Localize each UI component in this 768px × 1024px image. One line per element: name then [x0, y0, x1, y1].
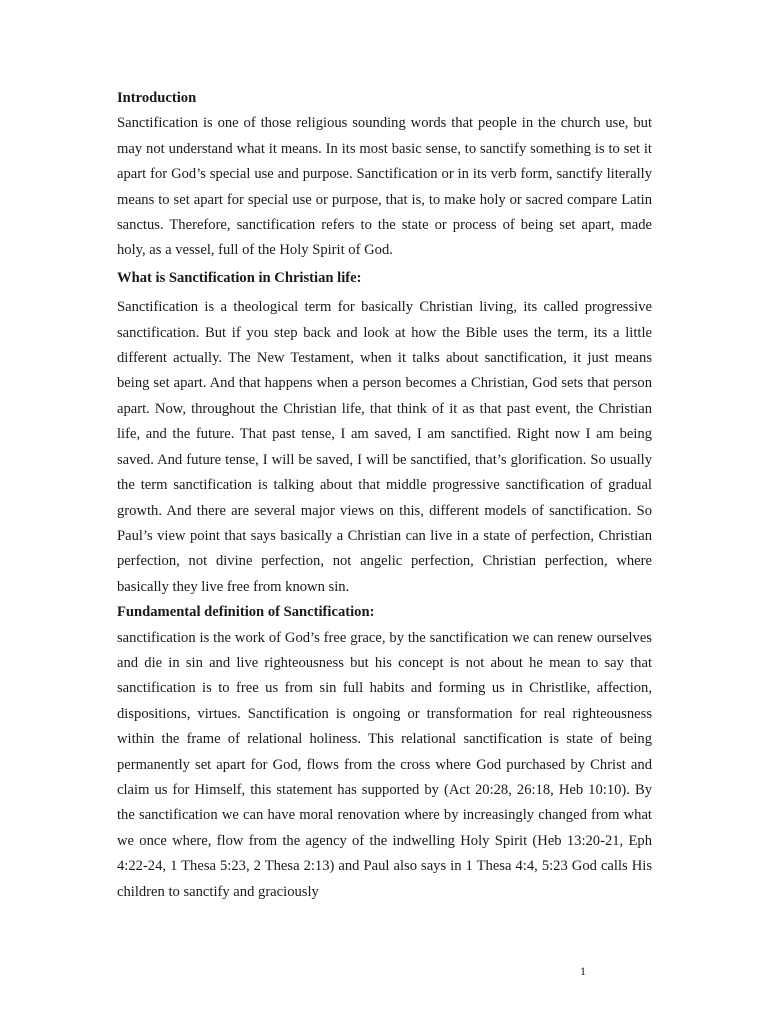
section-heading-fundamental-definition: Fundamental definition of Sanctification: [117, 604, 375, 621]
section-heading-introduction: Introduction [117, 90, 197, 106]
document-body [117, 86, 652, 905]
section-heading-christian-life: What is Sanctification in Christian life: [117, 269, 362, 286]
paragraph-introduction: Sanctification is one of those religious sounding words that people in the church use, but may not understand what it means. In its most basic sense, to sanctify something is to set it apart for God’s special use and purpose. Sanctification or in its verb form, sanctify literally means to set apart for special use or purpose, that is, to make holy or sacred compare Latin sanctus. Therefore, sanctification refers to the state or process of being set apart, made holy, as a vessel, full of the Holy Spirit of God. [117, 115, 652, 259]
paragraph-fundamental-definition: sanctification is the work of God’s free grace, by the sanctification we can renew ourselves and die in sin and live righteousness but his concept is not about he mean to say that sanctification is to free us from sin full habits and forming us in Christlike, affection, dispositions, virtues. Sanctification is ongoing or transformation for real righteousness within the frame of relational holiness. This relational sanctification is state of being permanently set apart for God, flows from the cross where God purchased by Christ and claim us for Himself, this statement has supported by (Act 20:28, 26:18, Heb 10:10). By the sanctification we can have moral renovation where by increasingly changed from what we once where, flow from the agency of the indwelling Holy Spirit (Heb 13:20-21, Eph 4:22-24, 1 Thesa 5:23, 2 Thesa 2:13) and Paul also says in 1 Thesa 4:4, 5:23 God calls His children to sanctify and graciously [117, 629, 652, 900]
page-number: 1 [580, 964, 586, 978]
paragraph-christian-life: Sanctification is a theological term for basically Christian living, its called progressive sanctification. But if you step back and look at how the Bible uses the term, its a little different actually. The New Testament, when it talks about sanctification, it just means being set apart. And that happens when a person becomes a Christian, God sets that person apart. Now, throughout the Christian life, that think of it as that past event, the Christian life, and the future. That past tense, I am saved, I am sanctified. Right now I am being saved. And future tense, I will be saved, I will be sanctified, that’s glorification. So usually the term sanctification is talking about that middle progressive sanctification of gradual growth. And there are several major views on this, different models of sanctification. So Paul’s view point that says basically a Christian can live in a state of perfection, Christian perfection, not divine perfection, not angelic perfection, Christian perfection, where basically they live free from known sin. [117, 299, 652, 595]
